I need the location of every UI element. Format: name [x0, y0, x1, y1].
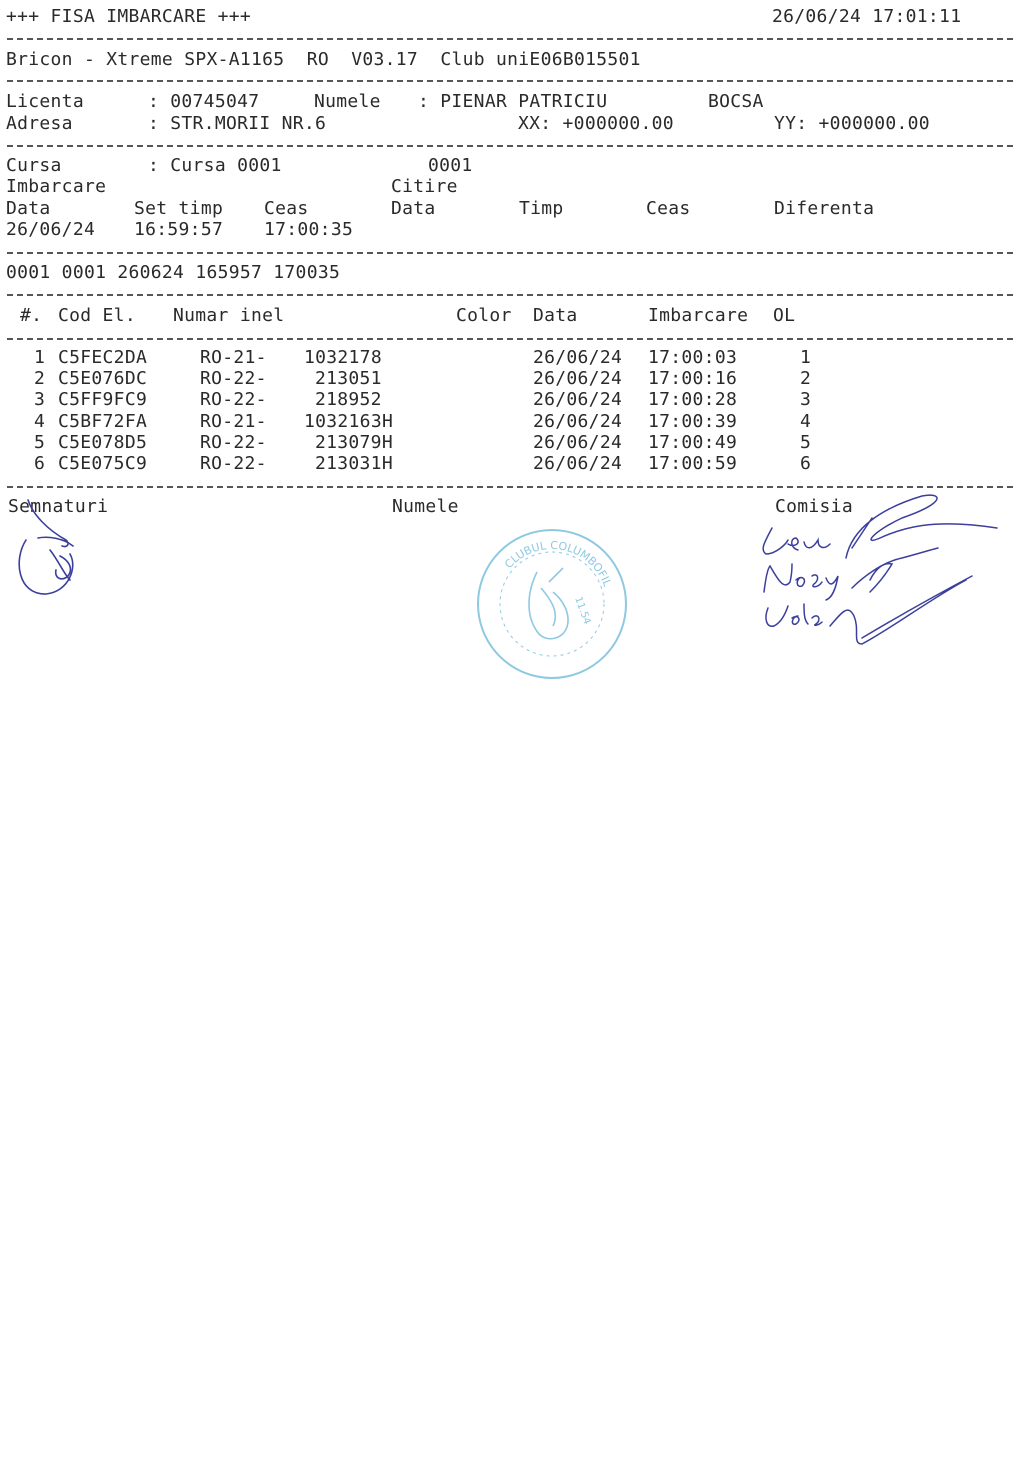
device-line: Bricon - Xtreme SPX-A1165 RO V03.17 Club uniE06B015501	[6, 49, 641, 70]
row-data: 26/06/24	[533, 411, 623, 432]
svg-text:CLUBUL COLUMBOFIL	[500, 522, 623, 613]
col-ceas: Ceas	[264, 198, 309, 219]
stamp-inner-text: 11.54	[572, 595, 593, 626]
row-ring-prefix: RO-21-	[200, 411, 267, 432]
row-data: 26/06/24	[533, 368, 623, 389]
row-time: 17:00:39	[648, 411, 738, 432]
row-cod: C5E076DC	[58, 368, 148, 389]
row-ring-number: 213031H	[315, 453, 393, 474]
table-row	[0, 391, 1024, 411]
code-line: 0001 0001 260624 165957 170035	[6, 262, 341, 283]
row-ol: 5	[800, 432, 812, 453]
row-cod: C5FF9FC9	[58, 389, 148, 410]
row-time: 17:00:28	[648, 389, 738, 410]
row-nr: 3	[34, 389, 46, 410]
adresa-value: : STR.MORII NR.6	[148, 113, 327, 134]
row-ring-prefix: RO-22-	[200, 389, 267, 410]
imbarcare-data: 26/06/24	[6, 219, 96, 240]
table-row	[0, 370, 1024, 390]
row-ring-number: 1032163H	[304, 411, 394, 432]
numele-footer-label: Numele	[392, 496, 459, 517]
row-ring-prefix: RO-22-	[200, 368, 267, 389]
col-set-timp: Set timp	[134, 198, 224, 219]
row-nr: 4	[34, 411, 46, 432]
row-ring-number: 1032178	[304, 347, 382, 368]
th-nr: #.	[20, 305, 43, 326]
xx-coordinate: XX: +000000.00	[518, 113, 674, 134]
th-color: Color	[456, 305, 512, 326]
signature-left	[8, 490, 98, 600]
row-cod: C5E075C9	[58, 453, 148, 474]
separator	[7, 80, 1013, 82]
th-data: Data	[533, 305, 578, 326]
row-ring-prefix: RO-21-	[200, 347, 267, 368]
row-ring-number: 218952	[315, 389, 382, 410]
row-cod: C5BF72FA	[58, 411, 148, 432]
table-row	[0, 413, 1024, 433]
row-data: 26/06/24	[533, 389, 623, 410]
yy-coordinate: YY: +000000.00	[774, 113, 930, 134]
col-citire-data: Data	[391, 198, 436, 219]
licenta-label: Licenta	[6, 91, 84, 112]
th-ol: OL	[773, 305, 796, 326]
separator	[7, 145, 1013, 147]
th-cod: Cod El.	[58, 305, 136, 326]
table-row	[0, 434, 1024, 454]
row-time: 17:00:59	[648, 453, 738, 474]
col-timp: Timp	[519, 198, 564, 219]
row-ol: 6	[800, 453, 812, 474]
semnaturi-label: Semnaturi	[8, 496, 109, 517]
col-citire-ceas: Ceas	[646, 198, 691, 219]
licenta-value: : 00745047	[148, 91, 260, 112]
signature-committee	[752, 488, 1002, 658]
separator	[7, 338, 1013, 340]
imbarcare-ceas: 17:00:35	[264, 219, 354, 240]
row-ring-number: 213051	[315, 368, 382, 389]
numele-label: Numele	[314, 91, 381, 112]
col-diferenta: Diferenta	[774, 198, 875, 219]
separator	[7, 252, 1013, 254]
row-cod: C5FEC2DA	[58, 347, 148, 368]
row-time: 17:00:16	[648, 368, 738, 389]
numele-value: : PIENAR PATRICIU	[418, 91, 608, 112]
row-data: 26/06/24	[533, 453, 623, 474]
table-row	[0, 455, 1024, 475]
cursa-code: 0001	[428, 155, 473, 176]
cursa-label: Cursa	[6, 155, 62, 176]
row-time: 17:00:49	[648, 432, 738, 453]
table-row	[0, 349, 1024, 369]
row-ring-prefix: RO-22-	[200, 453, 267, 474]
separator	[7, 294, 1013, 296]
row-cod: C5E078D5	[58, 432, 148, 453]
row-ol: 3	[800, 389, 812, 410]
row-data: 26/06/24	[533, 347, 623, 368]
adresa-label: Adresa	[6, 113, 73, 134]
th-inel: Numar inel	[173, 305, 285, 326]
row-nr: 2	[34, 368, 46, 389]
row-ring-number: 213079H	[315, 432, 393, 453]
club-stamp	[467, 522, 637, 692]
col-data: Data	[6, 198, 51, 219]
print-datetime: 26/06/24 17:01:11	[772, 6, 962, 27]
document-title: +++ FISA IMBARCARE +++	[6, 6, 252, 27]
row-ol: 2	[800, 368, 812, 389]
row-ol: 4	[800, 411, 812, 432]
row-ol: 1	[800, 347, 812, 368]
imbarcare-label: Imbarcare	[6, 176, 107, 197]
th-imbarcare: Imbarcare	[648, 305, 749, 326]
separator	[7, 38, 1013, 40]
cursa-value: : Cursa 0001	[148, 155, 282, 176]
comisia-label: Comisia	[775, 496, 853, 517]
stamp-text: CLUBUL COLUMBOFIL	[502, 538, 614, 589]
row-data: 26/06/24	[533, 432, 623, 453]
locality: BOCSA	[708, 91, 764, 112]
row-nr: 6	[34, 453, 46, 474]
imbarcare-set-timp: 16:59:57	[134, 219, 224, 240]
row-nr: 1	[34, 347, 46, 368]
citire-label: Citire	[391, 176, 458, 197]
row-time: 17:00:03	[648, 347, 738, 368]
row-nr: 5	[34, 432, 46, 453]
row-ring-prefix: RO-22-	[200, 432, 267, 453]
